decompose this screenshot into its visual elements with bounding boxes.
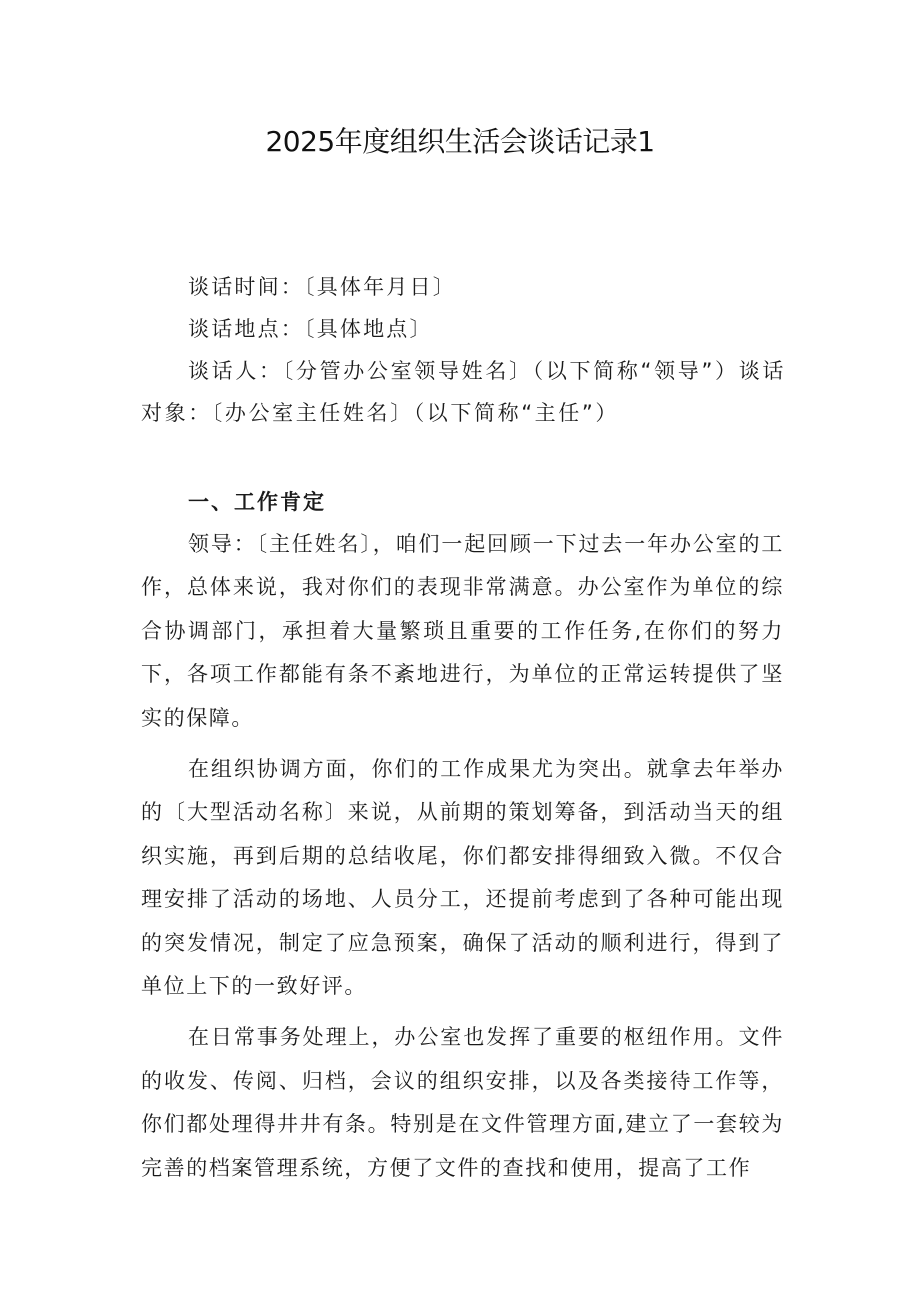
section-body <box>141 523 784 1198</box>
body-paragraph: 领导：〔主任姓名〕，咱们一起回顾一下过去一年办公室的工作，总体来说，我对你们的表现非常满意。办公室作为单位的综合协调部门，承担着大量繁琐且重要的工作任务,在你们的努力下，各项工作都能有条不紊地进行，为单位的正常运转提供了坚实的保障。 <box>141 532 784 730</box>
body-paragraph: 在组织协调方面，你们的工作成果尤为突出。就拿去年举办的〔大型活动名称〕来说，从前期的策划筹备，到活动当天的组织实施，再到后期的总结收尾，你们都安排得细致入微。不仅合理安排了活动的场地、人员分工，还提前考虑到了各种可能出现的突发情况，制定了应急预案，确保了活动的顺利进行，得到了单位上下的一致好评。 <box>141 757 784 999</box>
meeting-place: 谈话地点：〔具体地点〕 <box>188 317 433 341</box>
body-paragraph: 在日常事务处理上，办公室也发挥了重要的枢纽作用。文件的收发、传阅、归档，会议的组织安排，以及各类接待工作等，你们都处理得井井有条。特别是在文件管理方面,建立了一套较为完善的档案管理系统，方便了文件的查找和使用，提高了工作 <box>141 1025 784 1180</box>
section-heading-work-affirmation: 一、工作肯定 <box>188 490 326 514</box>
document-title: 2025年度组织生活会谈话记录1 <box>265 125 655 158</box>
meeting-time: 谈话时间：〔具体年月日〕 <box>188 275 456 299</box>
meeting-participants: 谈话人：〔分管办公室领导姓名〕（以下简称“领导”）谈话对象：〔办公室主任姓名〕（以下简称“主任”） <box>141 359 786 425</box>
meeting-info <box>141 266 786 434</box>
